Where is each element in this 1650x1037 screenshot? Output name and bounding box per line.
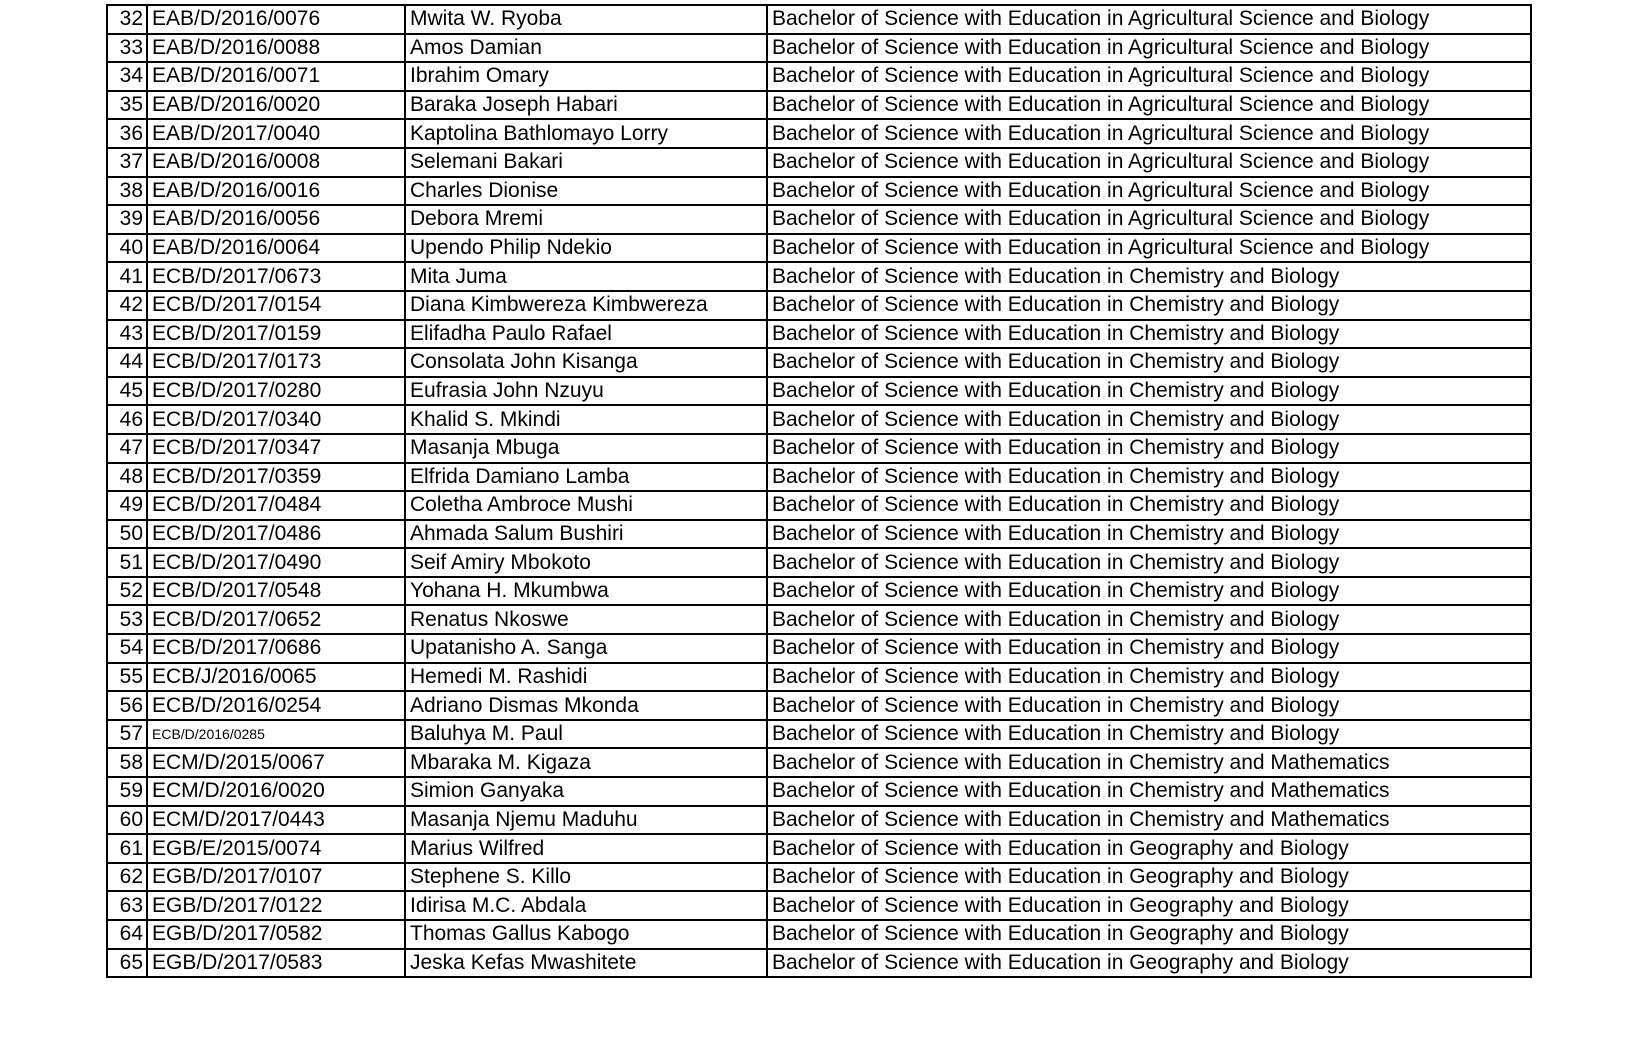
student-name: Eufrasia John Nzuyu <box>405 377 767 406</box>
table-row <box>107 291 1531 320</box>
programme-name: Bachelor of Science with Education in Geography and Biology <box>767 920 1531 949</box>
student-name: Elifadha Paulo Rafael <box>405 320 767 349</box>
student-name: Charles Dionise <box>405 177 767 206</box>
registration-number: EGB/D/2017/0583 <box>147 949 405 978</box>
row-number: 32 <box>107 5 147 34</box>
registration-number: ECB/D/2017/0159 <box>147 320 405 349</box>
row-number: 64 <box>107 920 147 949</box>
student-name: Consolata John Kisanga <box>405 348 767 377</box>
table-row <box>107 691 1531 720</box>
registration-number: ECM/D/2015/0067 <box>147 748 405 777</box>
programme-name: Bachelor of Science with Education in Geography and Biology <box>767 834 1531 863</box>
registration-number: ECM/D/2017/0443 <box>147 806 405 835</box>
registration-number: EAB/D/2016/0008 <box>147 148 405 177</box>
table-row <box>107 634 1531 663</box>
registration-number: ECB/D/2017/0359 <box>147 463 405 492</box>
programme-name: Bachelor of Science with Education in Chemistry and Biology <box>767 377 1531 406</box>
programme-name: Bachelor of Science with Education in Chemistry and Biology <box>767 691 1531 720</box>
row-number: 56 <box>107 691 147 720</box>
programme-name: Bachelor of Science with Education in Geography and Biology <box>767 949 1531 978</box>
student-name: Marius Wilfred <box>405 834 767 863</box>
row-number: 52 <box>107 577 147 606</box>
row-number: 47 <box>107 434 147 463</box>
row-number: 50 <box>107 520 147 549</box>
table-row <box>107 5 1531 34</box>
student-name: Yohana H. Mkumbwa <box>405 577 767 606</box>
student-name: Kaptolina Bathlomayo Lorry <box>405 119 767 148</box>
programme-name: Bachelor of Science with Education in Chemistry and Mathematics <box>767 748 1531 777</box>
row-number: 40 <box>107 234 147 263</box>
row-number: 61 <box>107 834 147 863</box>
registration-number: ECB/D/2017/0484 <box>147 491 405 520</box>
table-row <box>107 777 1531 806</box>
registration-number: ECB/D/2016/0285 <box>147 720 405 749</box>
table-row <box>107 520 1531 549</box>
student-list-table <box>106 4 1532 978</box>
row-number: 63 <box>107 891 147 920</box>
student-name: Elfrida Damiano Lamba <box>405 463 767 492</box>
programme-name: Bachelor of Science with Education in Agricultural Science and Biology <box>767 62 1531 91</box>
programme-name: Bachelor of Science with Education in Chemistry and Biology <box>767 463 1531 492</box>
row-number: 49 <box>107 491 147 520</box>
registration-number: ECB/D/2017/0173 <box>147 348 405 377</box>
student-name: Masanja Njemu Maduhu <box>405 806 767 835</box>
programme-name: Bachelor of Science with Education in Geography and Biology <box>767 863 1531 892</box>
student-name: Baluhya M. Paul <box>405 720 767 749</box>
row-number: 37 <box>107 148 147 177</box>
row-number: 55 <box>107 663 147 692</box>
registration-number: ECB/D/2016/0254 <box>147 691 405 720</box>
table-row <box>107 748 1531 777</box>
row-number: 51 <box>107 548 147 577</box>
programme-name: Bachelor of Science with Education in Chemistry and Mathematics <box>767 777 1531 806</box>
registration-number: ECB/D/2017/0340 <box>147 405 405 434</box>
row-number: 53 <box>107 605 147 634</box>
table-row <box>107 434 1531 463</box>
student-name: Simion Ganyaka <box>405 777 767 806</box>
programme-name: Bachelor of Science with Education in Agricultural Science and Biology <box>767 34 1531 63</box>
registration-number: EGB/E/2015/0074 <box>147 834 405 863</box>
programme-name: Bachelor of Science with Education in Chemistry and Biology <box>767 405 1531 434</box>
student-list-body <box>107 5 1531 977</box>
registration-number: EAB/D/2017/0040 <box>147 119 405 148</box>
programme-name: Bachelor of Science with Education in Agricultural Science and Biology <box>767 234 1531 263</box>
table-row <box>107 548 1531 577</box>
table-row <box>107 34 1531 63</box>
registration-number: ECM/D/2016/0020 <box>147 777 405 806</box>
row-number: 58 <box>107 748 147 777</box>
table-row <box>107 405 1531 434</box>
student-name: Thomas Gallus Kabogo <box>405 920 767 949</box>
row-number: 36 <box>107 119 147 148</box>
student-name: Selemani Bakari <box>405 148 767 177</box>
row-number: 41 <box>107 262 147 291</box>
table-row <box>107 949 1531 978</box>
table-row <box>107 148 1531 177</box>
student-name: Upatanisho A. Sanga <box>405 634 767 663</box>
student-name: Idirisa M.C. Abdala <box>405 891 767 920</box>
row-number: 46 <box>107 405 147 434</box>
table-row <box>107 91 1531 120</box>
registration-number: ECB/D/2017/0154 <box>147 291 405 320</box>
student-name: Hemedi M. Rashidi <box>405 663 767 692</box>
table-row <box>107 177 1531 206</box>
student-name: Stephene S. Killo <box>405 863 767 892</box>
registration-number: EAB/D/2016/0020 <box>147 91 405 120</box>
student-name: Diana Kimbwereza Kimbwereza <box>405 291 767 320</box>
table-row <box>107 377 1531 406</box>
row-number: 59 <box>107 777 147 806</box>
table-row <box>107 491 1531 520</box>
programme-name: Bachelor of Science with Education in Chemistry and Biology <box>767 348 1531 377</box>
registration-number: ECB/D/2017/0652 <box>147 605 405 634</box>
programme-name: Bachelor of Science with Education in Chemistry and Biology <box>767 720 1531 749</box>
row-number: 62 <box>107 863 147 892</box>
registration-number: EAB/D/2016/0088 <box>147 34 405 63</box>
student-name: Jeska Kefas Mwashitete <box>405 949 767 978</box>
student-name: Upendo Philip Ndekio <box>405 234 767 263</box>
registration-number: ECB/D/2017/0686 <box>147 634 405 663</box>
programme-name: Bachelor of Science with Education in Chemistry and Biology <box>767 320 1531 349</box>
row-number: 54 <box>107 634 147 663</box>
programme-name: Bachelor of Science with Education in Chemistry and Biology <box>767 634 1531 663</box>
registration-number: EAB/D/2016/0016 <box>147 177 405 206</box>
programme-name: Bachelor of Science with Education in Geography and Biology <box>767 891 1531 920</box>
row-number: 44 <box>107 348 147 377</box>
row-number: 39 <box>107 205 147 234</box>
programme-name: Bachelor of Science with Education in Chemistry and Biology <box>767 605 1531 634</box>
programme-name: Bachelor of Science with Education in Agricultural Science and Biology <box>767 148 1531 177</box>
student-name: Seif Amiry Mbokoto <box>405 548 767 577</box>
registration-number: EAB/D/2016/0064 <box>147 234 405 263</box>
programme-name: Bachelor of Science with Education in Chemistry and Biology <box>767 291 1531 320</box>
programme-name: Bachelor of Science with Education in Chemistry and Biology <box>767 577 1531 606</box>
table-row <box>107 834 1531 863</box>
registration-number: ECB/D/2017/0486 <box>147 520 405 549</box>
row-number: 38 <box>107 177 147 206</box>
student-name: Mwita W. Ryoba <box>405 5 767 34</box>
student-name: Baraka Joseph Habari <box>405 91 767 120</box>
table-row <box>107 720 1531 749</box>
student-name: Mbaraka M. Kigaza <box>405 748 767 777</box>
table-row <box>107 234 1531 263</box>
registration-number: ECB/D/2017/0347 <box>147 434 405 463</box>
row-number: 33 <box>107 34 147 63</box>
row-number: 57 <box>107 720 147 749</box>
programme-name: Bachelor of Science with Education in Chemistry and Biology <box>767 262 1531 291</box>
row-number: 60 <box>107 806 147 835</box>
row-number: 43 <box>107 320 147 349</box>
registration-number: EGB/D/2017/0122 <box>147 891 405 920</box>
registration-number: ECB/D/2017/0673 <box>147 262 405 291</box>
row-number: 35 <box>107 91 147 120</box>
table-row <box>107 463 1531 492</box>
programme-name: Bachelor of Science with Education in Agricultural Science and Biology <box>767 91 1531 120</box>
row-number: 65 <box>107 949 147 978</box>
registration-number: EGB/D/2017/0107 <box>147 863 405 892</box>
student-name: Ibrahim Omary <box>405 62 767 91</box>
student-name: Ahmada Salum Bushiri <box>405 520 767 549</box>
programme-name: Bachelor of Science with Education in Agricultural Science and Biology <box>767 5 1531 34</box>
programme-name: Bachelor of Science with Education in Chemistry and Biology <box>767 520 1531 549</box>
registration-number: ECB/D/2017/0280 <box>147 377 405 406</box>
student-name: Debora Mremi <box>405 205 767 234</box>
table-row <box>107 119 1531 148</box>
student-name: Khalid S. Mkindi <box>405 405 767 434</box>
table-row <box>107 806 1531 835</box>
table-row <box>107 891 1531 920</box>
table-row <box>107 577 1531 606</box>
registration-number: EAB/D/2016/0071 <box>147 62 405 91</box>
table-row <box>107 348 1531 377</box>
registration-number: ECB/D/2017/0490 <box>147 548 405 577</box>
student-name: Renatus Nkoswe <box>405 605 767 634</box>
table-row <box>107 863 1531 892</box>
row-number: 45 <box>107 377 147 406</box>
table-row <box>107 205 1531 234</box>
student-name: Coletha Ambroce Mushi <box>405 491 767 520</box>
table-row <box>107 920 1531 949</box>
programme-name: Bachelor of Science with Education in Chemistry and Biology <box>767 491 1531 520</box>
programme-name: Bachelor of Science with Education in Chemistry and Biology <box>767 548 1531 577</box>
table-row <box>107 605 1531 634</box>
table-row <box>107 62 1531 91</box>
programme-name: Bachelor of Science with Education in Chemistry and Mathematics <box>767 806 1531 835</box>
programme-name: Bachelor of Science with Education in Chemistry and Biology <box>767 434 1531 463</box>
registration-number: EGB/D/2017/0582 <box>147 920 405 949</box>
registration-number: ECB/D/2017/0548 <box>147 577 405 606</box>
row-number: 48 <box>107 463 147 492</box>
table-row <box>107 320 1531 349</box>
table-row <box>107 262 1531 291</box>
student-name: Masanja Mbuga <box>405 434 767 463</box>
row-number: 42 <box>107 291 147 320</box>
programme-name: Bachelor of Science with Education in Agricultural Science and Biology <box>767 205 1531 234</box>
programme-name: Bachelor of Science with Education in Chemistry and Biology <box>767 663 1531 692</box>
student-name: Amos Damian <box>405 34 767 63</box>
registration-number: EAB/D/2016/0076 <box>147 5 405 34</box>
programme-name: Bachelor of Science with Education in Agricultural Science and Biology <box>767 119 1531 148</box>
programme-name: Bachelor of Science with Education in Agricultural Science and Biology <box>767 177 1531 206</box>
registration-number: EAB/D/2016/0056 <box>147 205 405 234</box>
student-name: Mita Juma <box>405 262 767 291</box>
table-row <box>107 663 1531 692</box>
registration-number: ECB/J/2016/0065 <box>147 663 405 692</box>
row-number: 34 <box>107 62 147 91</box>
student-name: Adriano Dismas Mkonda <box>405 691 767 720</box>
